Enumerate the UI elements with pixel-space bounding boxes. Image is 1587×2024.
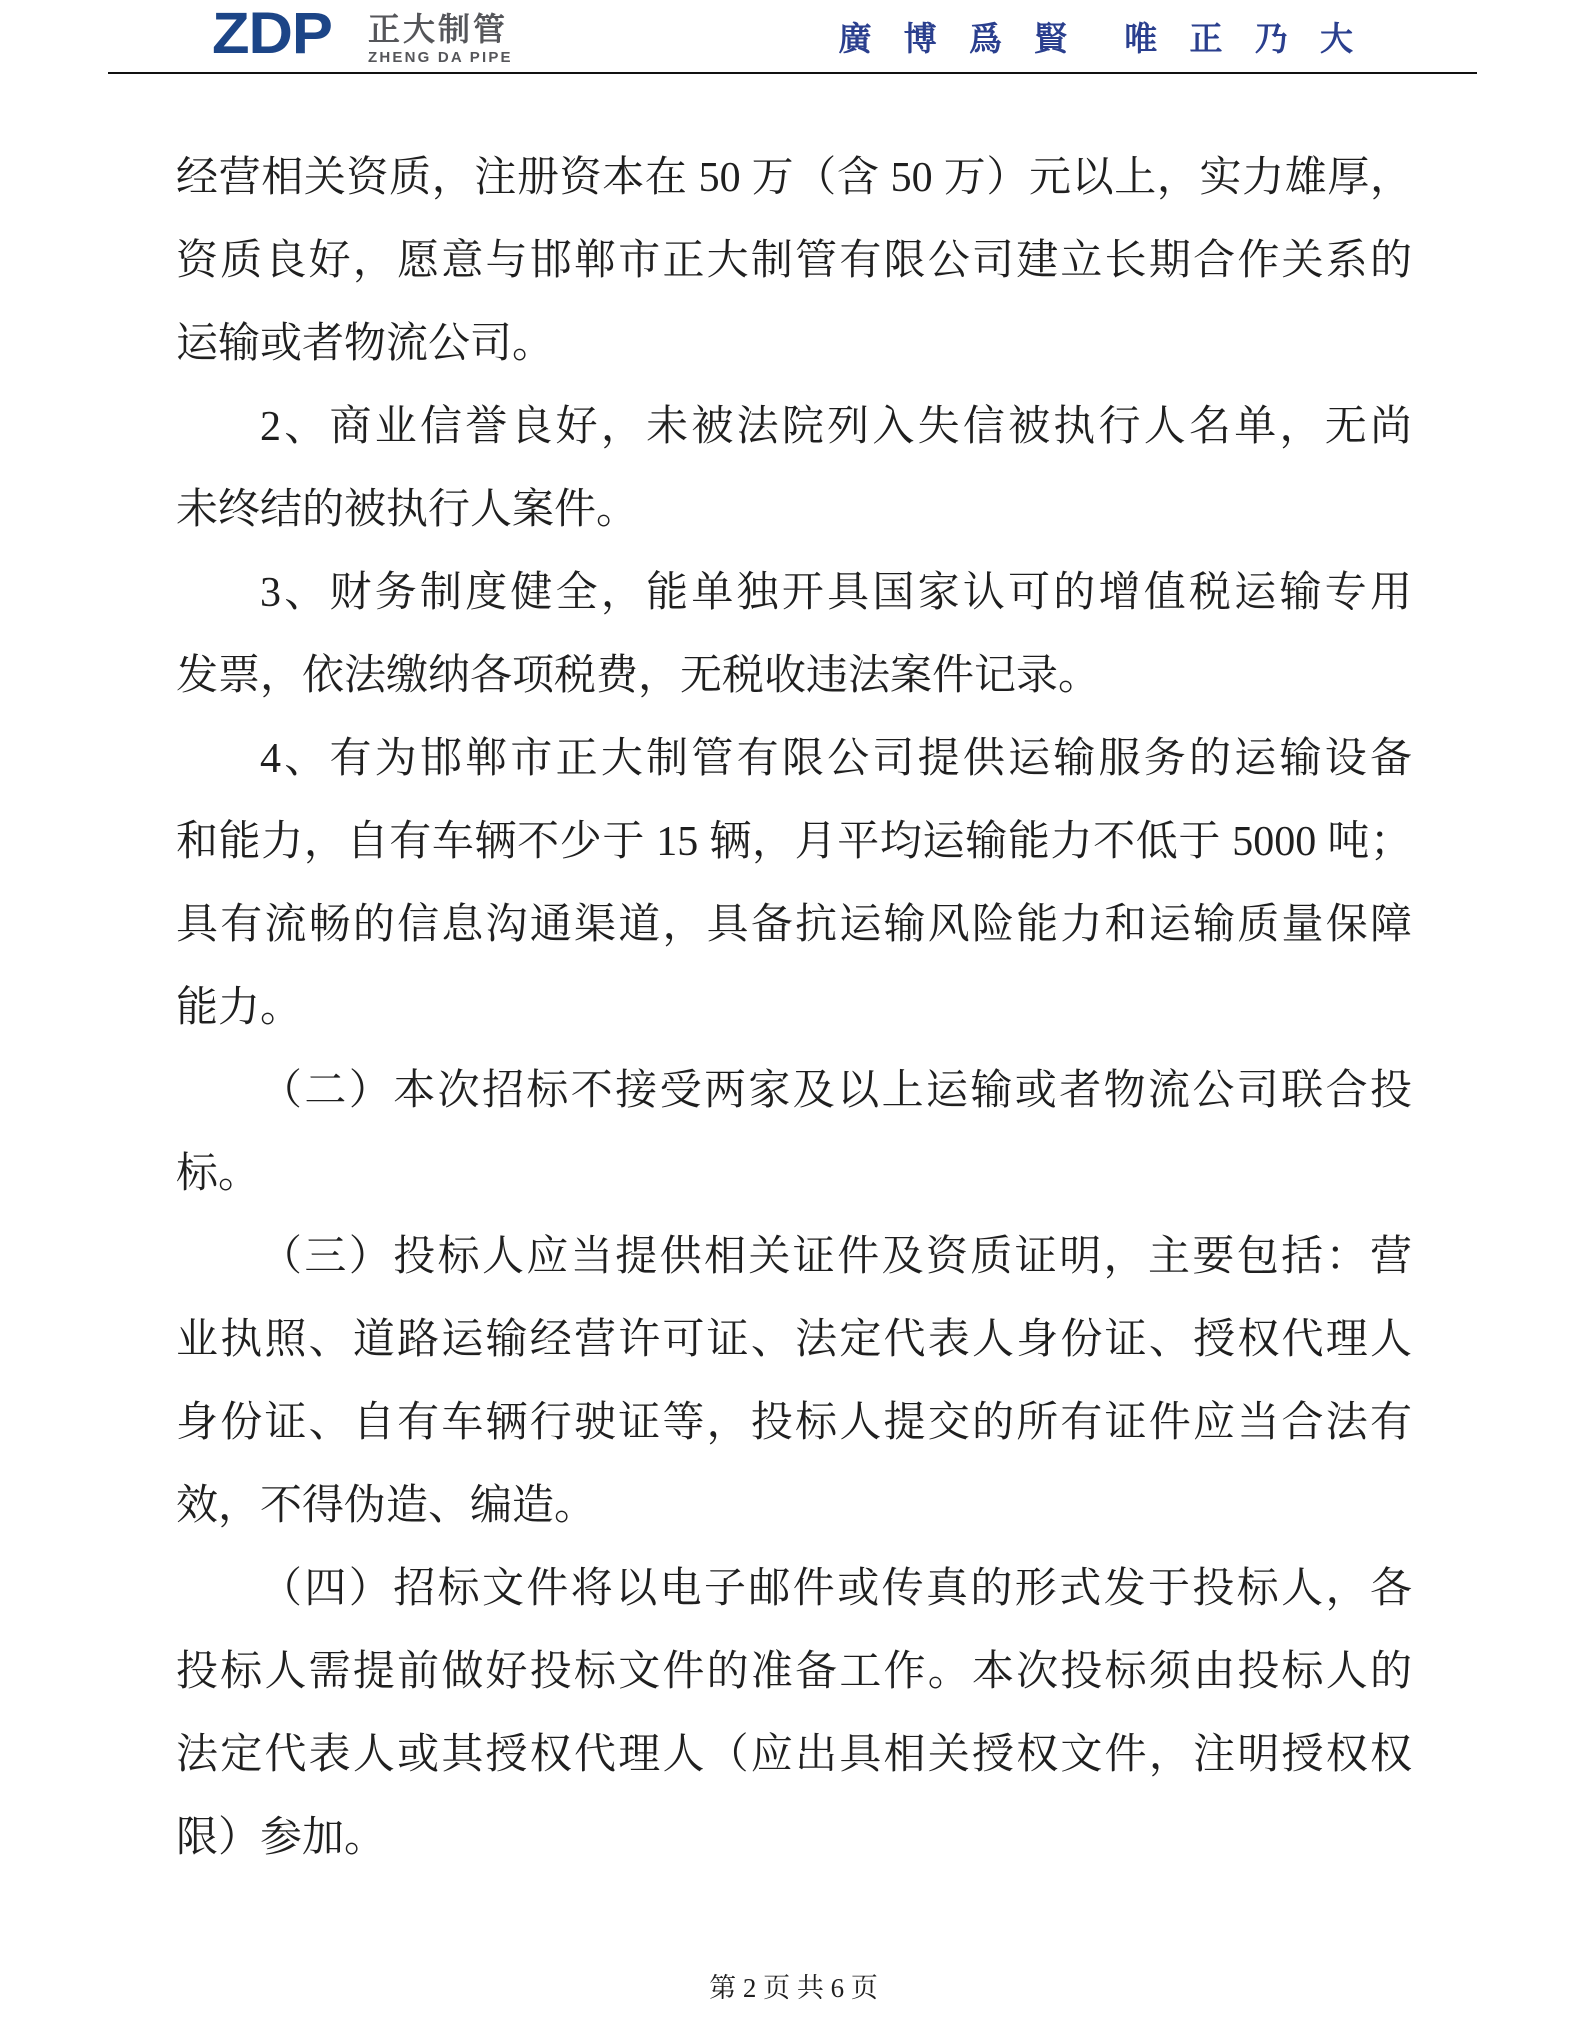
paragraph <box>176 137 1412 386</box>
text-line: 业执照、道路运输经营许可证、法定代表人身份证、授权代理人 <box>176 1317 1412 1363</box>
text-line: 效，不得伪造、编造。 <box>176 1483 597 1529</box>
text-line: 3、财务制度健全，能单独开具国家认可的增值税运输专用 <box>260 570 1412 616</box>
text-line: （二）本次招标不接受两家及以上运输或者物流公司联合投 <box>260 1068 1412 1114</box>
text-line: 2、商业信誉良好，未被法院列入失信被执行人名单，无尚 <box>260 404 1412 450</box>
text-line: （四）招标文件将以电子邮件或传真的形式发于投标人，各 <box>260 1566 1412 1612</box>
page-header <box>0 0 1587 80</box>
text-line: 投标人需提前做好投标文件的准备工作。本次投标须由投标人的 <box>176 1649 1412 1695</box>
text-line: 未终结的被执行人案件。 <box>176 487 639 533</box>
company-logo-icon: ZDP <box>212 1 332 66</box>
text-line: 法定代表人或其授权代理人（应出具相关授权文件，注明授权权 <box>176 1732 1412 1778</box>
company-name-en: ZHENG DA PIPE <box>368 49 513 66</box>
text-line: 资质良好，愿意与邯郸市正大制管有限公司建立长期合作关系的 <box>176 238 1412 284</box>
text-line: 能力。 <box>176 985 303 1031</box>
header-divider <box>108 72 1477 74</box>
paragraph <box>176 1216 1412 1548</box>
document-body <box>176 137 1412 1880</box>
paragraph <box>176 1548 1412 1880</box>
text-line: 标。 <box>176 1151 261 1197</box>
company-motto: 廣 博 爲 賢 唯 正 乃 大 <box>838 22 1365 58</box>
paragraph <box>176 718 1412 1050</box>
page-number: 第 2 页 共 6 页 <box>709 1973 878 2003</box>
text-line: 运输或者物流公司。 <box>176 321 555 367</box>
text-line: 经营相关资质，注册资本在 50 万（含 50 万）元以上，实力雄厚， <box>176 155 1412 201</box>
paragraph <box>176 1050 1412 1216</box>
text-line: 发票，依法缴纳各项税费，无税收违法案件记录。 <box>176 653 1101 699</box>
paragraph <box>176 552 1412 718</box>
text-line: 具有流畅的信息沟通渠道，具备抗运输风险能力和运输质量保障 <box>176 902 1412 948</box>
text-line: （三）投标人应当提供相关证件及资质证明，主要包括：营 <box>260 1234 1412 1280</box>
text-line: 4、有为邯郸市正大制管有限公司提供运输服务的运输设备 <box>260 736 1412 782</box>
paragraph <box>176 386 1412 552</box>
text-line: 限）参加。 <box>176 1815 387 1861</box>
company-logo-text <box>368 13 513 65</box>
text-line: 身份证、自有车辆行驶证等，投标人提交的所有证件应当合法有 <box>176 1400 1412 1446</box>
text-line: 和能力，自有车辆不少于 15 辆，月平均运输能力不低于 5000 吨； <box>176 819 1412 865</box>
company-name-cn: 正大制管 <box>368 11 509 47</box>
